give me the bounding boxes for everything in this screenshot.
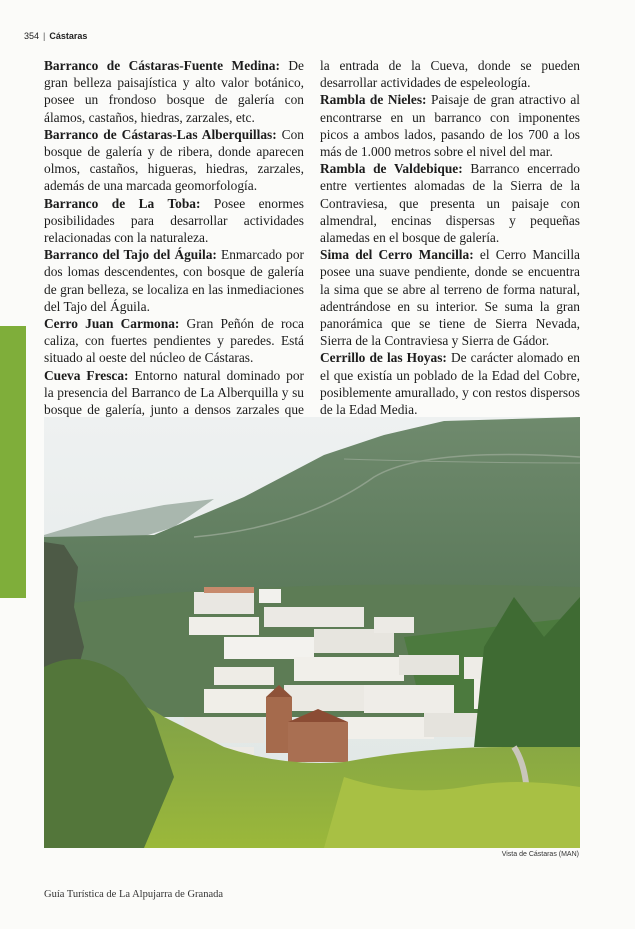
entry-cueva-fresca-continued xyxy=(320,57,580,91)
entry-text: la entrada de la Cueva, donde se pueden desarrollar actividades de espeleología. xyxy=(320,58,580,91)
entry-term: Cerro Juan Carmona: xyxy=(44,316,180,332)
entry-text: Con bosque de galería y de ribera, donde aparecen olmos, castaños, higueras, hiedras, zarzales, además de una marcada geomorfología. xyxy=(44,126,304,194)
entry-text: De gran belleza paisajística y alto valor botánico, posee un frondoso bosque de galería con álamos, castaños, hiedras, zarzales, etc. xyxy=(44,58,304,125)
entry-rambla-de-valdebique xyxy=(320,160,580,246)
entry-term: Barranco de Cástaras-Las Alberquillas: xyxy=(44,126,277,142)
entry-text: Posee enormes posibilidades para desarrollar actividades relacionadas con la naturaleza. xyxy=(44,195,304,246)
entry-term: Sima del Cerro Mancilla: xyxy=(320,247,474,263)
entry-cerrillo-de-las-hoyas xyxy=(320,349,580,418)
right-text-column xyxy=(320,57,580,418)
entry-text: Enmarcado por dos lomas descendentes, con bosque de galería de gran belleza, se localiza en las inmediaciones del Tajo del Águila. xyxy=(44,247,304,314)
entry-term: Rambla de Valdebique: xyxy=(320,161,463,177)
entry-term: Barranco de La Toba: xyxy=(44,195,201,211)
entry-text: Entorno natural dominado por la presencia del Barranco de La Alberquilla y su bosque de galería, junto a densos zarzales que xyxy=(44,367,304,418)
entry-term: Cueva Fresca: xyxy=(44,367,129,383)
running-header xyxy=(24,31,87,41)
section-color-tab xyxy=(0,326,26,598)
entry-text: Barranco encerrado entre vertientes alomadas de la Sierra de la Contraviesa, que presenta un paisaje con almendral, encinas dispersas y pequeñas alamedas en el bosque de galería. xyxy=(320,161,580,246)
entry-term: Barranco de Cástaras-Fuente Medina: xyxy=(44,58,280,73)
village-landscape-illustration xyxy=(44,417,580,848)
page-footer: Guía Turística de La Alpujarra de Granada xyxy=(44,889,224,900)
entry-term: Cerrillo de las Hoyas: xyxy=(320,350,447,366)
entry-rambla-de-nieles xyxy=(320,91,580,160)
entry-barranco-tajo-del-aguila xyxy=(44,246,304,315)
entry-text: Gran Peñón de roca caliza, con fuertes pendientes y paredes. Está situado al oeste del núcleo de Cástaras. xyxy=(44,316,304,366)
entry-term: Rambla de Nieles: xyxy=(320,92,427,108)
entry-term: Barranco del Tajo del Águila: xyxy=(44,247,217,263)
header-separator: | xyxy=(43,31,46,41)
entry-sima-cerro-mancilla xyxy=(320,246,580,349)
photo-caption: Vista de Cástaras (MAN) xyxy=(501,851,579,858)
left-text-column xyxy=(44,57,304,435)
entry-barranco-las-alberquillas xyxy=(44,126,304,195)
page-number: 354 xyxy=(24,31,40,41)
entry-barranco-la-toba xyxy=(44,195,304,247)
entry-text: el Cerro Mancilla posee una suave pendiente, donde se encuentra la sima que se abre al terreno de forma natural, adentrándose en su interior. Se suma la gran panorámica que se tiene de Sierra Nevada, Sierra de la Contraviesa y Sierra de Gádor. xyxy=(320,247,580,349)
village-landscape-photo xyxy=(44,417,580,848)
entry-text: Paisaje de gran atractivo al encontrarse en un barranco con imponentes picos a ambos lados, pasando de los 700 a los más de 1.000 metros sobre el nivel del mar. xyxy=(320,92,580,160)
section-title: Cástaras xyxy=(49,31,88,41)
entry-text: De carácter alomado en el que existía un poblado de la Edad del Cobre, posiblemente amurallado, y con restos dispersos de la Edad Media. xyxy=(320,350,580,418)
entry-cerro-juan-carmona xyxy=(44,315,304,367)
entry-barranco-fuente-medina xyxy=(44,57,304,126)
